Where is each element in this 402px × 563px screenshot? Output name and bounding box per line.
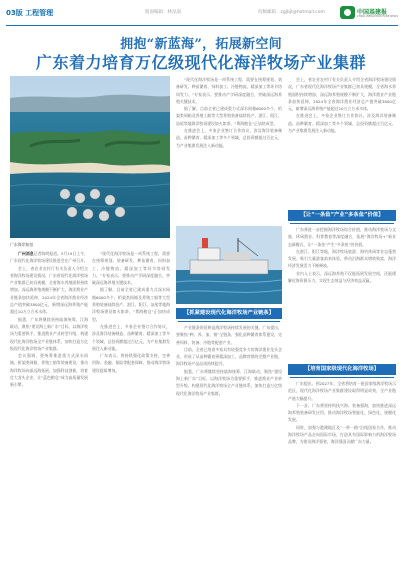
section-c-paragraph-2: 下一步，广东将坚持科技兴海、装备强海，加快推进深远海养殖装备研发应用，推动海洋牧场智能化、绿色化、规模化发展。: [288, 402, 396, 423]
article-lead: 广州消息: [18, 251, 34, 256]
section-heading-national-ranch: 【培育国家级现代化海洋牧场】: [288, 364, 396, 375]
col2-paragraph-2: 据了解，目前全省已建成重力式深水网箱6000多个，桁架类网箱及养殖工船等大型养殖装备陆续投产，湛江、阳江、汕尾等地海洋牧场建设如火如荼，“粤海粮仓”正加快成型。: [92, 287, 170, 322]
page-section-label: 03版 工程管理: [6, 9, 54, 17]
col2-paragraph-1: “现代化海洋牧场是一项系统工程，需要在统筹规划、装备研发、种苗繁育、饲料加工、冷链物流、精深加工等环节协同发力。”专家表示，要推动产学研深度融合，突破深远海养殖关键技术。: [92, 251, 170, 286]
col2-paragraph-4: 广东表示，将持续强化政策支持，完善用海、金融、保险等配套保障，推动海洋牧场建设提质增效。: [92, 353, 170, 373]
col3-paragraph-1: “现代化海洋牧场是一项系统工程，需要在统筹规划、装备研发、种苗繁育、饲料加工、冷链物流、精深加工等环节协同发力。”专家表示，要推动产学研深度融合，突破深远海养殖关键技术。: [176, 77, 282, 104]
article-column-4: [288, 76, 396, 206]
col3-paragraph-3: 在推进会上，多家企业签订合作协议，涉及海洋装备制造、苗种繁育、精深加工等多个领域，总投资额超过百亿元，为产业集群发展注入新动能。: [176, 128, 282, 148]
col1-paragraph-1: 记者陈明报道。5月19日上午，广东现代化海洋牧场建设推进会在广州召开。: [10, 251, 88, 264]
col1-paragraph-2: 会上，省农业农村厅有关负责人介绍全省海洋牧场建设情况，广东省现代化海洋牧场产业集群已初具规模，全省海水养殖面积持续增加，深远海养殖规模不断扩大，海洋渔业产业链条加快延伸，2024年全省海洋渔业经济总产值突破3800亿元，新增深远海养殖产能超过10万立方米水体。: [10, 265, 88, 315]
newspaper-logo: [340, 5, 398, 23]
section-value-body: [288, 226, 396, 360]
coast-aerial-photo: [10, 76, 170, 238]
photo-caption: 广东海岸航拍: [10, 242, 34, 247]
article-column-3: [176, 76, 282, 222]
col4-paragraph-1: 会上，省农业农村厅有关负责人介绍全省海洋牧场建设情况，广东省现代化海洋牧场产业集群已初具规模，全省海水养殖面积持续增加，深远海养殖规模不断扩大，海洋渔业产业链条加快延伸，2024年全省海洋渔业经济总产值突破3800亿元，新增深远海养殖产能超过10万立方米水体。: [288, 77, 396, 112]
section-a-paragraph-1: 产业链条的延伸是海洋牧场持续发展的关键。广东提出，要聚焦“种、养、加、销”全链条，强化苗种繁育体系建设，完善饲料、装备、冷链等配套产业。: [176, 325, 282, 345]
section-a-paragraph-2: 目前，全省已培育多家具有较强竞争力的海洋渔业龙头企业，形成了从苗种繁育到精深加工、品牌营销的完整产业链，海洋牧场产品品质持续提升。: [176, 346, 282, 367]
section-a-paragraph-3: 据悉，广东将继续坚持陆海统筹、江海联动，聚焦“建设海上新广东”目标，以海洋牧场为重要抓手，推进渔业产业转型升级，构建现代化海洋牧场全产业链体系，加快打造万亿级现代化海洋牧场产业集群。: [176, 368, 282, 396]
article-column-1: [10, 250, 88, 556]
section-b-paragraph-2: 在湛江、阳江等地，海洋牧场旅游、海钓休闲等业态蓬勃发展，吸引大量游客前来体验，带动沿海群众增收致富，海洋经济发展活力不断释放。: [288, 248, 396, 269]
col1-paragraph-4: 会议强调，要统筹推进重力式深水网箱、桁架类网箱、养殖工船等装备建设，推动海洋牧场向深远海拓展，加强科技创新，培育壮大龙头企业，让“蓝色粮仓”成为高质量发展新引擎。: [10, 353, 88, 388]
col1-paragraph-3: 据悉，广东将继续坚持陆海统筹、江海联动，聚焦“建设海上新广东”目标，以海洋牧场为重要抓手，推进渔业产业转型升级，构建现代化海洋牧场全产业链体系，加快打造万亿级现代化海洋牧场产业集群。: [10, 316, 88, 351]
logo-subtitle: CHINA INFRASTRUCTURE NEWS: [357, 15, 399, 18]
logo-icon: [340, 6, 355, 19]
col3-paragraph-2: 据了解，目前全省已建成重力式深水网箱6000多个，桁架类网箱及养殖工船等大型养殖装备陆续投产，湛江、阳江、汕尾等地海洋牧场建设如火如荼，“粤海粮仓”正加快成型。: [176, 106, 282, 126]
section-c-paragraph-3: 同时，加强与港澳地区及“一带一路”沿线国家合作，推动海洋牧场产品走向国际市场，打造具有国际影响力的海洋牧场品牌，为建设海洋强省、海洋强国贡献广东力量。: [288, 424, 396, 445]
section-heading-industry-chain: 【抓紧建设现代化海洋牧场产业链条】: [176, 308, 282, 319]
section-b-paragraph-1: 广东将进一步挖掘海洋牧场综合价值，推动海洋牧场与文旅、休闲渔业、科普教育等深度融合，拓展“海洋牧场+”新业态新模式，让“一条鱼”产生“多条鱼”的价值。: [288, 227, 396, 247]
headline-top: 拥抱“新蓝海”，拓展新空间: [120, 37, 282, 52]
col4-paragraph-2: 在推进会上，多家企业签订合作协议，涉及海洋装备制造、苗种繁育、精深加工等多个领域，总投资额超过百亿元，为产业集群发展注入新动能。: [288, 113, 396, 134]
section-b-paragraph-3: 业内人士表示，深远海养殖不仅能拓展发展空间，还能缓解近海资源压力，实现生态效益与经济效益双赢。: [288, 270, 396, 284]
contact-email: 投稿邮箱：zgjbjl@hotmail.com: [258, 10, 325, 15]
section-c-paragraph-1: 广东提出，到2027年，全省将培育一批国家级海洋牧场示范区，现代化海洋牧场产业集群建设取得明显成效，全产业链产值大幅提升。: [288, 381, 396, 401]
section-national-ranch-body: [288, 380, 396, 556]
header-divider: [6, 25, 398, 26]
section-industry-chain-body: [176, 324, 282, 556]
headline-main: 广东着力培育万亿级现代化海洋牧场产业集群: [35, 53, 366, 72]
offshore-platform-photo: [176, 226, 282, 304]
col2-paragraph-3: 在推进会上，多家企业签订合作协议，涉及海洋装备制造、苗种繁育、精深加工等多个领域，总投资额超过百亿元，为产业集群发展注入新动能。: [92, 323, 170, 351]
section-heading-value: 【让“一条鱼”产业“多条鱼”价值】: [288, 210, 396, 221]
article-column-2: [92, 250, 170, 556]
logo-name: 中国基建报: [357, 9, 388, 16]
editor-credit: 版面编辑：林泓崩: [145, 10, 181, 15]
